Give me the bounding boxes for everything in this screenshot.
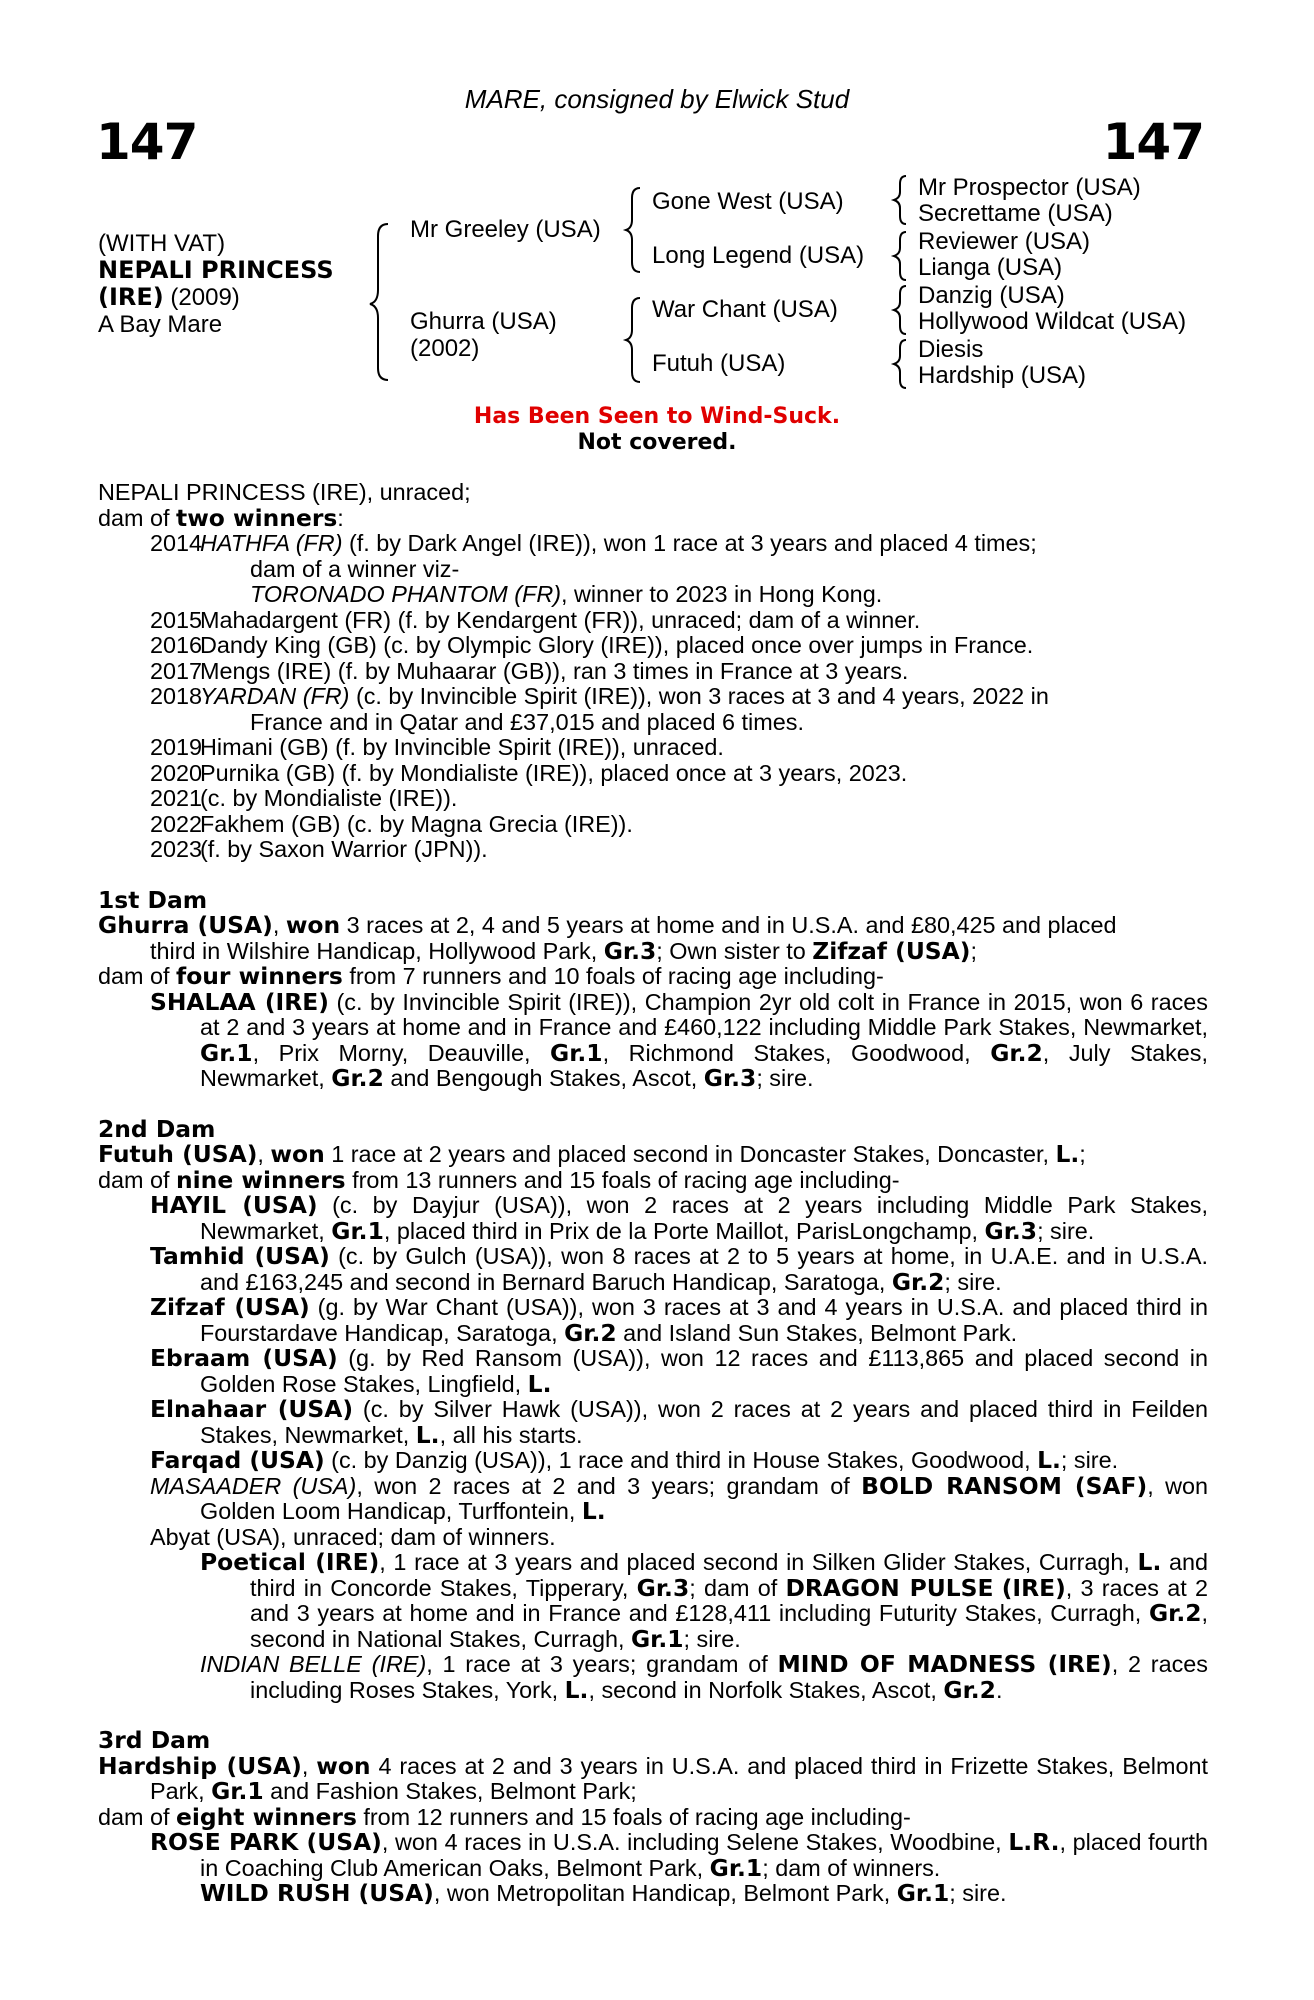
- produce-item: 2018 YARDAN (FR) (c. by Invincible Spirit (IRE)), won 3 races at 3 and 4 years, 2022 in France and in Qatar and £37,015 and placed 6 times.: [150, 683, 1049, 735]
- offspring-rose-park: ROSE PARK (USA), won 4 races in U.S.A. including Selene Stakes, Woodbine, L.R., placed fourth in Coaching Club American Oaks, Belmont Park, Gr.1; dam of winners.: [150, 1828, 1208, 1882]
- produce-item: 2023 (f. by Saxon Warrior (JPN)).: [150, 836, 488, 862]
- offspring-elnahaar: Elnahaar (USA) (c. by Silver Hawk (USA)), won 2 races at 2 years and placed third in Feilden Stakes, Newmarket, L., all his starts.: [150, 1395, 1208, 1449]
- first-dam-dam-of: dam of four winners from 7 runners and 10 foals of racing age including-: [98, 962, 884, 990]
- second-dam-record: Futuh (USA), won 1 race at 2 years and placed second in Doncaster Stakes, Doncaster, L.;: [98, 1140, 1086, 1168]
- horse-description: A Bay Mare: [98, 311, 223, 338]
- gg-dds: Diesis: [918, 336, 984, 363]
- offspring-zifzaf: Zifzaf (USA) (g. by War Chant (USA)), won 3 races at 3 and 4 years in U.S.A. and placed third in Fourstardave Handicap, Saratoga, Gr.2 and Island Sun Stakes, Belmont Park.: [150, 1293, 1208, 1347]
- first-dam-heading: 1st Dam: [98, 885, 208, 914]
- lot-number-right: 147: [1102, 113, 1204, 171]
- produce-item: 2020 Purnika (GB) (f. by Mondialiste (IRE)), placed once at 3 years, 2023.: [150, 759, 908, 786]
- gg-sdd: Lianga (USA): [918, 254, 1063, 281]
- third-dam-section: [98, 1728, 1208, 1907]
- bracket-ds: [894, 286, 906, 334]
- gg-dsd: Hollywood Wildcat (USA): [918, 308, 1187, 335]
- gg-dss: Danzig (USA): [918, 282, 1065, 309]
- produce-dam-of: dam of two winners:: [98, 503, 344, 532]
- gg-ssd: Secrettame (USA): [918, 200, 1113, 227]
- second-dam-section: [98, 1114, 1209, 1704]
- dam-sire: War Chant (USA): [652, 296, 838, 323]
- produce-item: 2019 Himani (GB) (f. by Invincible Spirit (IRE)), unraced.: [150, 734, 724, 760]
- offspring-hayil: HAYIL (USA) (c. by Dayjur (USA)), won 2 races at 2 years including Middle Park Stakes, Newmarket, Gr.1, placed third in Prix de la Porte Maillot, ParisLongchamp, Gr.3; sire.: [150, 1191, 1208, 1245]
- third-dam-record: Hardship (USA), won 4 races at 2 and 3 years in U.S.A. and placed third in Frizette Stakes, Belmont Park, Gr.1 and Fashion Stakes, Belmont Park;: [98, 1751, 1208, 1805]
- dam-year: (2002): [410, 335, 480, 362]
- grandoffspring-indian-belle: INDIAN BELLE (IRE), 1 race at 3 years; grandam of MIND OF MADNESS (IRE), 2 races including Roses Stakes, York, L., second in Norfolk Stakes, Ascot, Gr.2.: [200, 1650, 1208, 1704]
- sire-sire: Gone West (USA): [652, 188, 844, 215]
- first-dam-record: Ghurra (USA), won 3 races at 2, 4 and 5 years at home and in U.S.A. and £80,425 and placed third in Wilshire Handicap, Hollywood Park, Gr.3; Own sister to Zifzaf (USA);: [98, 911, 1117, 965]
- horse-origin-year: (IRE) (2009): [98, 283, 240, 311]
- horse-name: NEPALI PRINCESS: [98, 256, 334, 284]
- produce-item: 2016 Dandy King (GB) (c. by Olympic Glory (IRE)), placed once over jumps in France.: [150, 632, 1034, 658]
- bracket-sd: [894, 232, 906, 280]
- bracket-gen1: [370, 224, 388, 380]
- catalogue-body: [98, 480, 1208, 1907]
- first-dam-section: [98, 885, 1208, 1092]
- produce-item: 2022 Fakhem (GB) (c. by Magna Grecia (IRE)).: [150, 810, 633, 837]
- offspring-abyat: Abyat (USA), unraced; dam of winners.: [150, 1523, 556, 1550]
- offspring-farqad: Farqad (USA) (c. by Danzig (USA)), 1 race and third in House Stakes, Goodwood, L.; sire.: [150, 1446, 1119, 1474]
- dam-dam: Futuh (USA): [652, 350, 786, 377]
- bracket-dam: [626, 298, 640, 382]
- offspring-masaader: MASAADER (USA), won 2 races at 2 and 3 years; grandam of BOLD RANSOM (SAF), won Golden Loom Handicap, Turffontein, L.: [150, 1471, 1208, 1525]
- grandoffspring-poetical: Poetical (IRE), 1 race at 3 years and placed second in Silken Glider Stakes, Curragh, L. and third in Concorde Stakes, Tipperary, Gr.3; dam of DRAGON PULSE (IRE), 3 races at 2 and 3 years at home and in France and £128,411 including Futurity Stakes, Curragh, Gr.2, second in National Stakes, Curragh, Gr.1; sire.: [200, 1548, 1209, 1653]
- offspring-ebraam: Ebraam (USA) (g. by Red Ransom (USA)), won 12 races and £113,865 and placed second in Golden Rose Stakes, Lingfield, L.: [150, 1344, 1208, 1398]
- vat-note: (WITH VAT): [98, 230, 226, 257]
- covered-notice: Not covered.: [577, 430, 737, 455]
- produce-intro: NEPALI PRINCESS (IRE), unraced;: [98, 479, 471, 505]
- gg-ddd: Hardship (USA): [918, 362, 1087, 389]
- windsuck-notice: Has Been Seen to Wind-Suck.: [473, 404, 841, 429]
- second-dam-heading: 2nd Dam: [98, 1114, 216, 1143]
- produce-item: 2014 HATHFA (FR) (f. by Dark Angel (IRE)), won 1 race at 3 years and placed 4 times; dam of a winner viz- TORONADO PHANTOM (FR), winner to 2023 in Hong Kong.: [150, 530, 1037, 607]
- gg-sds: Reviewer (USA): [918, 228, 1091, 255]
- offspring-tamhid: Tamhid (USA) (c. by Gulch (USA)), won 8 races at 2 to 5 years at home, in U.A.E. and in U.S.A. and £163,245 and second in Bernard Baruch Handicap, Saratoga, Gr.2; sire.: [150, 1242, 1209, 1296]
- third-dam-dam-of: dam of eight winners from 12 runners and 15 foals of racing age including-: [98, 1802, 911, 1831]
- produce-item: 2017 Mengs (IRE) (f. by Muhaarar (GB)), ran 3 times in France at 3 years.: [150, 657, 909, 684]
- bracket-ss: [894, 176, 906, 224]
- produce-section: [98, 480, 1208, 863]
- sire-dam: Long Legend (USA): [652, 242, 865, 269]
- lot-number-left: 147: [96, 113, 198, 171]
- bracket-dd: [894, 340, 906, 388]
- sire: Mr Greeley (USA): [410, 216, 601, 243]
- produce-item: 2021 (c. by Mondialiste (IRE)).: [150, 785, 458, 811]
- third-dam-heading: 3rd Dam: [98, 1726, 211, 1754]
- second-dam-dam-of: dam of nine winners from 13 runners and 15 foals of racing age including-: [98, 1165, 900, 1194]
- offspring-shalaa: SHALAA (IRE) (c. by Invincible Spirit (IRE)), Champion 2yr old colt in France in 2015, won 6 races at 2 and 3 years at home and in France and £460,122 including Middle Park Stakes, Newmarket, Gr.1, Prix Morny, Deauville, Gr.1, Richmond Stakes, Goodwood, Gr.2, July Stakes, Newmarket, Gr.2 and Bengough Stakes, Ascot, Gr.3; sire.: [150, 987, 1208, 1092]
- produce-item: 2015 Mahadargent (FR) (f. by Kendargent (FR)), unraced; dam of a winner.: [150, 606, 921, 633]
- grandoffspring-wild-rush: WILD RUSH (USA), won Metropolitan Handicap, Belmont Park, Gr.1; sire.: [200, 1879, 1007, 1907]
- bracket-sire: [626, 188, 640, 272]
- consignor-line: MARE, consigned by Elwick Stud: [464, 84, 850, 114]
- gg-sss: Mr Prospector (USA): [918, 174, 1141, 201]
- dam: Ghurra (USA): [410, 308, 557, 335]
